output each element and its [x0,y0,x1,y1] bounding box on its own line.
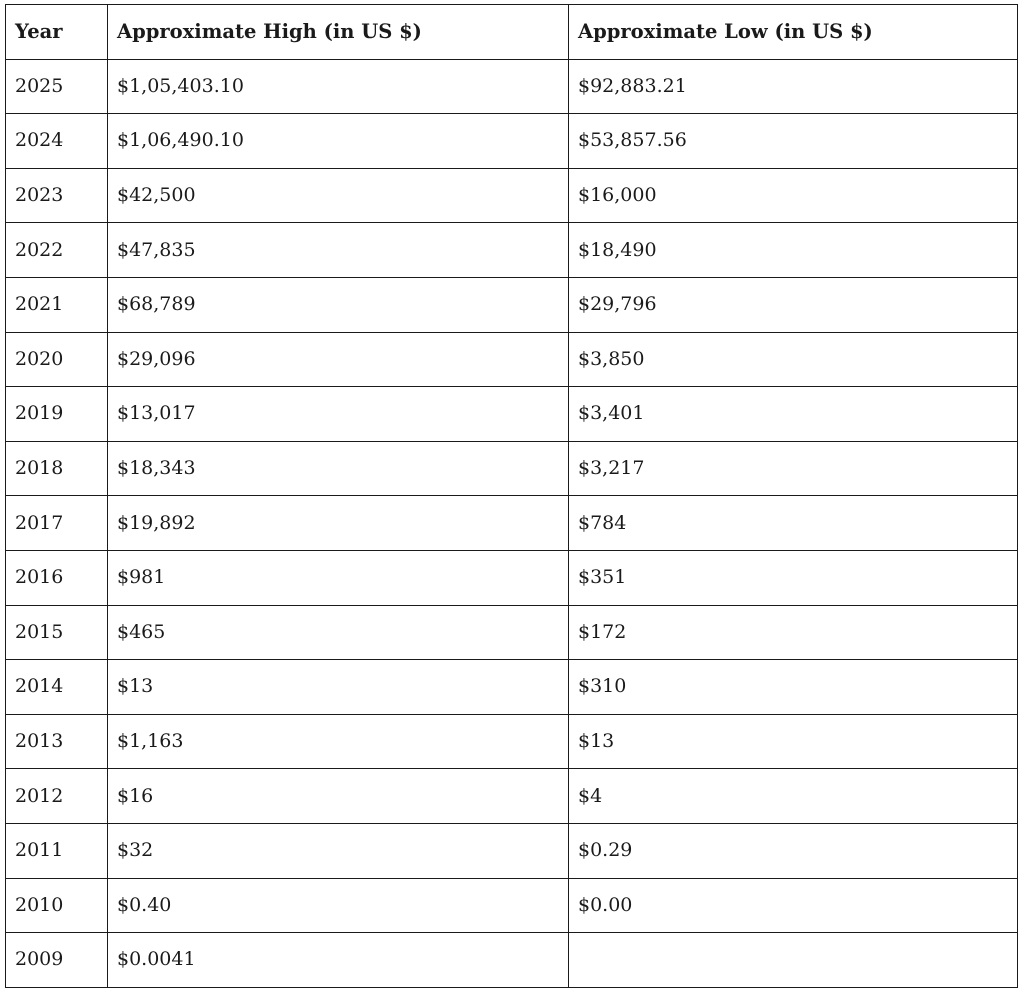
cell-low [569,933,1018,988]
cell-high: $42,500 [108,168,569,223]
table-body [6,59,1018,987]
table-row [6,605,1018,660]
cell-high: $13,017 [108,387,569,442]
cell-year: 2019 [6,387,108,442]
cell-high: $13 [108,660,569,715]
cell-high: $1,05,403.10 [108,59,569,114]
cell-high: $16 [108,769,569,824]
table-row [6,933,1018,988]
header-row [6,5,1018,60]
header-approximate-low: Approximate Low (in US $) [569,5,1018,60]
cell-high: $0.0041 [108,933,569,988]
cell-low: $172 [569,605,1018,660]
cell-high: $19,892 [108,496,569,551]
cell-high: $981 [108,550,569,605]
price-history-table [5,4,1018,988]
cell-year: 2024 [6,114,108,169]
cell-low: $3,850 [569,332,1018,387]
cell-high: $47,835 [108,223,569,278]
cell-low: $16,000 [569,168,1018,223]
cell-year: 2011 [6,823,108,878]
cell-high: $29,096 [108,332,569,387]
cell-year: 2017 [6,496,108,551]
cell-year: 2013 [6,714,108,769]
table-header [6,5,1018,60]
cell-year: 2009 [6,933,108,988]
cell-year: 2022 [6,223,108,278]
table-row [6,114,1018,169]
cell-low: $3,401 [569,387,1018,442]
table-row [6,660,1018,715]
table-row [6,277,1018,332]
cell-low: $351 [569,550,1018,605]
cell-high: $68,789 [108,277,569,332]
cell-high: $1,06,490.10 [108,114,569,169]
cell-low: $29,796 [569,277,1018,332]
header-year: Year [6,5,108,60]
table-row [6,168,1018,223]
header-approximate-high: Approximate High (in US $) [108,5,569,60]
cell-low: $310 [569,660,1018,715]
table-row [6,878,1018,933]
table-row [6,223,1018,278]
cell-low: $784 [569,496,1018,551]
cell-low: $0.00 [569,878,1018,933]
cell-high: $1,163 [108,714,569,769]
cell-low: $53,857.56 [569,114,1018,169]
cell-year: 2014 [6,660,108,715]
table-row [6,59,1018,114]
cell-low: $13 [569,714,1018,769]
cell-low: $18,490 [569,223,1018,278]
cell-high: $32 [108,823,569,878]
table-row [6,823,1018,878]
cell-year: 2021 [6,277,108,332]
cell-high: $0.40 [108,878,569,933]
table-row [6,387,1018,442]
cell-year: 2018 [6,441,108,496]
cell-year: 2020 [6,332,108,387]
cell-low: $4 [569,769,1018,824]
table-row [6,496,1018,551]
cell-year: 2016 [6,550,108,605]
cell-low: $3,217 [569,441,1018,496]
table-row [6,441,1018,496]
table-row [6,769,1018,824]
cell-low: $0.29 [569,823,1018,878]
cell-high: $18,343 [108,441,569,496]
cell-high: $465 [108,605,569,660]
cell-year: 2025 [6,59,108,114]
table-row [6,550,1018,605]
cell-year: 2023 [6,168,108,223]
table-row [6,332,1018,387]
cell-year: 2012 [6,769,108,824]
cell-year: 2010 [6,878,108,933]
table-row [6,714,1018,769]
cell-year: 2015 [6,605,108,660]
price-history-table-container [5,4,1017,988]
cell-low: $92,883.21 [569,59,1018,114]
